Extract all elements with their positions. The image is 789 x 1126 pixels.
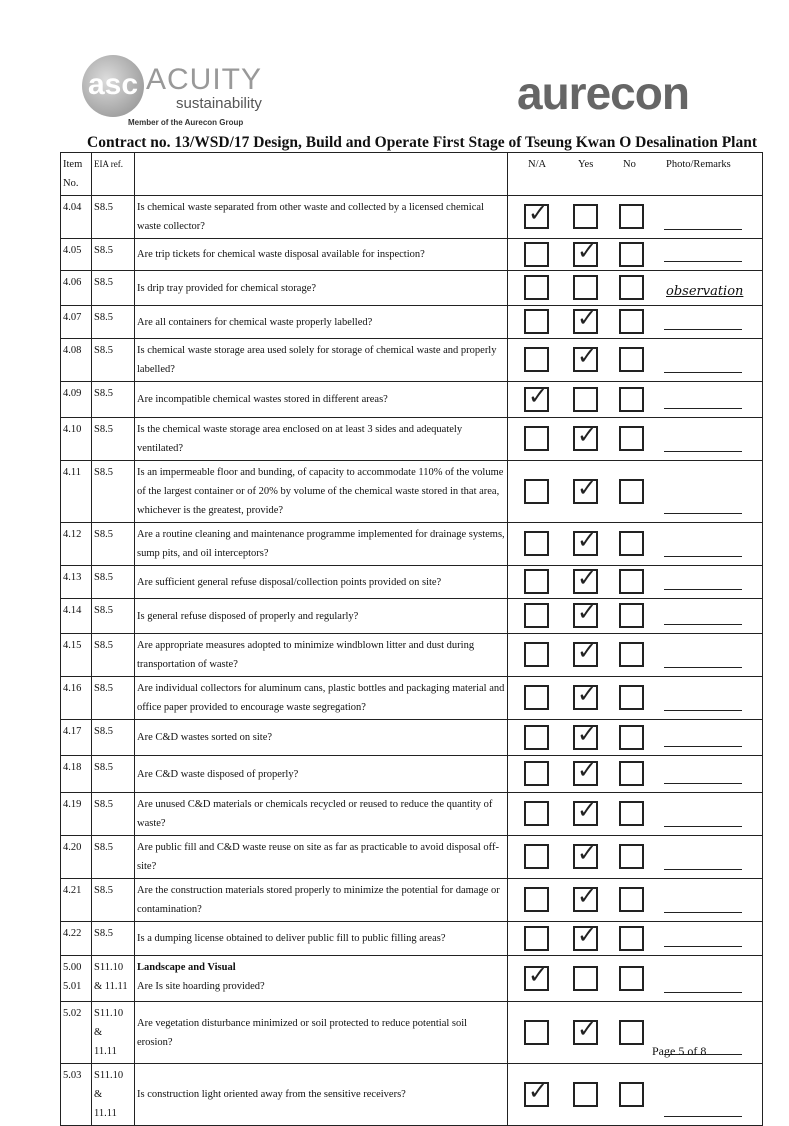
question-cell xyxy=(135,382,508,418)
checkmark-icon: ✓ xyxy=(577,342,598,370)
question-cell xyxy=(135,634,508,677)
item-number: 4.12 xyxy=(61,523,92,566)
table-row xyxy=(61,836,763,879)
item-number: 4.11 xyxy=(61,461,92,523)
item-number: 4.09 xyxy=(61,382,92,418)
question-cell xyxy=(135,339,508,382)
table-row xyxy=(61,239,763,271)
checkbox-no[interactable] xyxy=(619,685,644,710)
checkmark-icon: ✓ xyxy=(577,719,598,748)
checkmark-icon: ✓ xyxy=(577,637,598,665)
remarks-line[interactable] xyxy=(664,710,742,711)
question-text: Are Is site hoarding provided? xyxy=(137,981,265,992)
response-cell xyxy=(508,461,763,523)
remarks-line[interactable] xyxy=(664,826,742,827)
question-cell xyxy=(135,677,508,720)
eia-ref: S8.5 xyxy=(92,756,135,793)
header-eia-ref: EIA ref. xyxy=(92,153,135,196)
eia-ref: S8.5 xyxy=(92,418,135,461)
response-cell xyxy=(508,236,763,271)
table-row xyxy=(61,339,763,382)
eia-ref: S8.5 xyxy=(92,599,135,634)
checkmark-icon: ✓ xyxy=(577,680,598,708)
checkbox-na[interactable] xyxy=(524,381,549,412)
response-cell xyxy=(508,922,763,956)
question-cell xyxy=(135,566,508,599)
checkmark-icon: ✓ xyxy=(528,199,549,227)
checkbox-na[interactable] xyxy=(524,199,549,229)
header-yes: Yes xyxy=(578,159,594,170)
checkbox-na[interactable] xyxy=(524,887,549,912)
response-cell xyxy=(508,271,763,306)
eia-ref: S8.5 xyxy=(92,523,135,566)
question-cell xyxy=(135,1002,508,1064)
table-row xyxy=(61,566,763,599)
question-text: Are vegetation disturbance minimized or soil protected to reduce potential soil erosion? xyxy=(137,1017,468,1048)
table-row xyxy=(61,271,763,306)
remarks-line[interactable] xyxy=(664,667,742,668)
question-cell xyxy=(135,271,508,306)
question-text: Are incompatible chemical wastes stored in different areas? xyxy=(137,394,388,405)
question-cell xyxy=(135,720,508,756)
checkmark-icon: ✓ xyxy=(577,1014,598,1043)
remarks-text[interactable]: observation xyxy=(666,284,744,299)
item-number: 4.15 xyxy=(61,634,92,677)
checkbox-yes[interactable] xyxy=(573,1082,598,1107)
question-cell xyxy=(135,196,508,239)
checkbox-na[interactable] xyxy=(524,1076,549,1107)
checkmark-icon: ✓ xyxy=(577,756,598,784)
eia-ref: S8.5 xyxy=(92,339,135,382)
table-row xyxy=(61,306,763,339)
section-heading: Landscape and Visual xyxy=(137,962,236,973)
checkbox-na[interactable] xyxy=(524,1020,549,1045)
checkmark-icon: ✓ xyxy=(577,920,598,949)
checkbox-no[interactable] xyxy=(619,204,644,229)
eia-ref: S11.10 & 11.11 xyxy=(92,1064,135,1126)
checkbox-no[interactable] xyxy=(619,603,644,628)
question-text: Is an impermeable floor and bunding, of capacity to accommodate 110% of the volume of the largest container or of 20% by volume of the chemical waste stored in that area, whichever is the greatest, provide? xyxy=(137,467,504,516)
eia-ref: S8.5 xyxy=(92,382,135,418)
question-text: Are the construction materials stored properly to minimize the potential for damage or contamination? xyxy=(137,885,500,915)
checkbox-yes[interactable] xyxy=(573,882,598,912)
item-number: 5.02 xyxy=(61,1002,92,1064)
checkbox-no[interactable] xyxy=(619,725,644,750)
checkbox-no[interactable] xyxy=(619,309,644,334)
remarks-line[interactable] xyxy=(664,229,742,230)
checkmark-icon: ✓ xyxy=(577,564,598,592)
checkbox-yes[interactable] xyxy=(573,966,598,991)
checkbox-no[interactable] xyxy=(619,479,644,504)
eia-ref: S8.5 xyxy=(92,879,135,922)
item-number: 4.10 xyxy=(61,418,92,461)
table-row xyxy=(61,382,763,418)
eia-ref: S8.5 xyxy=(92,836,135,879)
question-cell xyxy=(135,599,508,634)
table-row xyxy=(61,523,763,566)
checkbox-no[interactable] xyxy=(619,1082,644,1107)
table-row xyxy=(61,879,763,922)
checkbox-na[interactable] xyxy=(524,960,549,991)
checkmark-icon: ✓ xyxy=(528,381,549,410)
question-text: Are unused C&D materials or chemicals recycled or reused to reduce the quantity of waste? xyxy=(137,799,493,829)
page-number: Page 5 of 8 xyxy=(652,1044,707,1058)
eia-ref: S11.10 & 11.11 xyxy=(92,1002,135,1064)
checkmark-icon: ✓ xyxy=(528,960,549,989)
remarks-line[interactable] xyxy=(664,624,742,625)
checkbox-na[interactable] xyxy=(524,275,549,300)
checkbox-yes[interactable] xyxy=(573,275,598,300)
header-remarks: Photo/Remarks xyxy=(666,159,731,170)
table-row xyxy=(61,418,763,461)
table-row xyxy=(61,461,763,523)
item-number: 4.20 xyxy=(61,836,92,879)
checkbox-no[interactable] xyxy=(619,347,644,372)
response-cell xyxy=(508,836,763,879)
remarks-line[interactable] xyxy=(664,589,742,590)
remarks-line[interactable] xyxy=(664,746,742,747)
eia-ref: S8.5 xyxy=(92,566,135,599)
remarks-line[interactable] xyxy=(664,992,742,993)
question-cell xyxy=(135,756,508,793)
checkbox-yes[interactable] xyxy=(573,756,598,786)
acuity-logo-name: ACUITY xyxy=(146,63,263,96)
table-header-row xyxy=(61,153,763,196)
response-cell xyxy=(508,523,763,566)
question-text: Are a routine cleaning and maintenance programme implemented for drainage systems, sump pits, and oil interceptors? xyxy=(137,529,505,559)
eia-ref: S8.5 xyxy=(92,634,135,677)
remarks-line[interactable] xyxy=(664,513,742,514)
question-text: Are public fill and C&D waste reuse on site as far as practicable to avoid disposal off-site? xyxy=(137,842,499,872)
response-cell xyxy=(508,756,763,793)
question-text: Are sufficient general refuse disposal/collection points provided on site? xyxy=(137,576,442,588)
checkbox-no[interactable] xyxy=(619,387,644,412)
checkbox-na[interactable] xyxy=(524,926,549,951)
checkbox-yes[interactable] xyxy=(573,719,598,750)
question-text: Are trip tickets for chemical waste disposal available for inspection? xyxy=(137,249,425,260)
checklist-table xyxy=(60,152,763,1126)
question-text: Are individual collectors for aluminum cans, plastic bottles and packaging material and office paper provided to encourage waste segregation? xyxy=(137,683,505,713)
checkbox-yes[interactable] xyxy=(573,796,598,826)
item-number: 4.19 xyxy=(61,793,92,836)
checkbox-na[interactable] xyxy=(524,642,549,667)
checkbox-no[interactable] xyxy=(619,966,644,991)
item-number: 4.13 xyxy=(61,566,92,599)
checkbox-yes[interactable] xyxy=(573,304,598,334)
checkbox-no[interactable] xyxy=(619,844,644,869)
remarks-line[interactable] xyxy=(664,556,742,557)
table-row xyxy=(61,922,763,956)
acuity-logo xyxy=(82,55,262,130)
eia-ref: S8.5 xyxy=(92,720,135,756)
checkbox-na[interactable] xyxy=(524,725,549,750)
checkbox-na[interactable] xyxy=(524,685,549,710)
question-text: Is chemical waste storage area used solely for storage of chemical waste and properly labelled? xyxy=(137,345,497,375)
question-text: Are appropriate measures adopted to minimize windblown litter and dust during transportation of waste? xyxy=(137,640,475,670)
table-row xyxy=(61,196,763,239)
item-number: 4.05 xyxy=(61,239,92,271)
checkbox-yes[interactable] xyxy=(573,680,598,710)
checkbox-yes[interactable] xyxy=(573,839,598,869)
checkmark-icon: ✓ xyxy=(577,839,598,867)
checkbox-no[interactable] xyxy=(619,275,644,300)
question-cell xyxy=(135,836,508,879)
response-cell xyxy=(508,879,763,922)
response-cell xyxy=(508,196,763,239)
table-row xyxy=(61,793,763,836)
checkbox-yes[interactable] xyxy=(573,473,598,504)
question-cell xyxy=(135,306,508,339)
remarks-line[interactable] xyxy=(664,372,742,373)
response-cell xyxy=(508,566,763,599)
eia-ref: S8.5 xyxy=(92,239,135,271)
checkbox-na[interactable] xyxy=(524,426,549,451)
question-cell xyxy=(135,523,508,566)
response-cell xyxy=(508,677,763,720)
acuity-logo-mark: asc xyxy=(82,55,144,117)
question-text: Is chemical waste separated from other waste and collected by a licensed chemical waste collector? xyxy=(137,202,484,232)
remarks-line[interactable] xyxy=(664,451,742,452)
question-text: Are all containers for chemical waste properly labelled? xyxy=(137,316,373,328)
item-number: 4.08 xyxy=(61,339,92,382)
remarks-line[interactable] xyxy=(664,912,742,913)
remarks-line[interactable] xyxy=(664,261,742,262)
checkbox-na[interactable] xyxy=(524,844,549,869)
eia-ref: S8.5 xyxy=(92,271,135,306)
item-number: 4.17 xyxy=(61,720,92,756)
checkmark-icon: ✓ xyxy=(577,882,598,910)
question-text: Is a dumping license obtained to deliver public fill to public filling areas? xyxy=(137,933,446,944)
response-cell xyxy=(508,956,763,1002)
checkmark-icon: ✓ xyxy=(577,236,598,265)
checkbox-yes[interactable] xyxy=(573,526,598,556)
checkmark-icon: ✓ xyxy=(577,796,598,824)
checkbox-na[interactable] xyxy=(524,309,549,334)
response-cell xyxy=(508,1064,763,1126)
remarks-line[interactable] xyxy=(664,783,742,784)
checkbox-yes[interactable] xyxy=(573,920,598,951)
response-cell xyxy=(508,599,763,634)
response-cell xyxy=(508,634,763,677)
item-number: 5.00 5.01 xyxy=(61,956,92,1002)
response-cell xyxy=(508,382,763,418)
checkbox-yes[interactable] xyxy=(573,1014,598,1045)
checkbox-yes[interactable] xyxy=(573,564,598,594)
question-cell xyxy=(135,793,508,836)
checkbox-no[interactable] xyxy=(619,761,644,786)
eia-ref: S8.5 xyxy=(92,793,135,836)
checkbox-no[interactable] xyxy=(619,242,644,267)
checkbox-no[interactable] xyxy=(619,426,644,451)
checkbox-na[interactable] xyxy=(524,242,549,267)
response-cell xyxy=(508,306,763,339)
remarks-line[interactable] xyxy=(664,408,742,409)
checkmark-icon: ✓ xyxy=(577,473,598,502)
checkbox-na[interactable] xyxy=(524,603,549,628)
item-number: 4.16 xyxy=(61,677,92,720)
checkbox-no[interactable] xyxy=(619,1020,644,1045)
checkbox-no[interactable] xyxy=(619,801,644,826)
eia-ref: S8.5 xyxy=(92,196,135,239)
document-title: Contract no. 13/WSD/17 Design, Build and Operate First Stage of Tseung Kwan O Desalination Plant xyxy=(87,134,758,151)
table-row xyxy=(61,956,763,1002)
question-cell xyxy=(135,461,508,523)
question-cell xyxy=(135,1064,508,1126)
checkbox-no[interactable] xyxy=(619,569,644,594)
checkbox-yes[interactable] xyxy=(573,598,598,628)
eia-ref: S8.5 xyxy=(92,922,135,956)
header-na: N/A xyxy=(528,159,547,170)
item-number: 5.03 xyxy=(61,1064,92,1126)
checkbox-na[interactable] xyxy=(524,569,549,594)
eia-ref: S8.5 xyxy=(92,461,135,523)
table-row xyxy=(61,599,763,634)
table-row xyxy=(61,756,763,793)
acuity-logo-sub: sustainability xyxy=(176,95,262,112)
checkbox-no[interactable] xyxy=(619,887,644,912)
question-cell xyxy=(135,879,508,922)
question-cell xyxy=(135,239,508,271)
checkbox-yes[interactable] xyxy=(573,204,598,229)
response-cell xyxy=(508,1002,763,1064)
item-number: 4.22 xyxy=(61,922,92,956)
checkmark-icon: ✓ xyxy=(577,304,598,332)
checkbox-yes[interactable] xyxy=(573,236,598,267)
acuity-member-text: Member of the Aurecon Group xyxy=(128,118,244,127)
table-row xyxy=(61,677,763,720)
response-cell xyxy=(508,339,763,382)
aurecon-logo: aurecon xyxy=(517,67,689,119)
checkbox-no[interactable] xyxy=(619,531,644,556)
item-number: 4.21 xyxy=(61,879,92,922)
checkbox-na[interactable] xyxy=(524,479,549,504)
remarks-line[interactable] xyxy=(664,946,742,947)
table-row xyxy=(61,1064,763,1126)
checkmark-icon: ✓ xyxy=(528,1076,549,1105)
question-text: Is drip tray provided for chemical storage? xyxy=(137,282,317,294)
checkbox-na[interactable] xyxy=(524,761,549,786)
checkbox-na[interactable] xyxy=(524,531,549,556)
item-number: 4.07 xyxy=(61,306,92,339)
checkbox-yes[interactable] xyxy=(573,342,598,372)
header-question xyxy=(135,153,508,196)
question-cell xyxy=(135,956,508,1002)
eia-ref: S8.5 xyxy=(92,677,135,720)
checkbox-na[interactable] xyxy=(524,347,549,372)
question-text: Is the chemical waste storage area enclosed on at least 3 sides and adequately ventilated? xyxy=(137,424,463,454)
eia-ref: S8.5 xyxy=(92,306,135,339)
remarks-line[interactable] xyxy=(664,329,742,330)
eia-ref: S11.10 & 11.11 xyxy=(92,956,135,1002)
question-text: Are C&D wastes sorted on site? xyxy=(137,732,273,743)
header-no: No xyxy=(623,159,636,170)
item-number: 4.18 xyxy=(61,756,92,793)
header-responses xyxy=(508,153,763,196)
response-cell xyxy=(508,418,763,461)
item-number: 4.06 xyxy=(61,271,92,306)
checkmark-icon: ✓ xyxy=(577,526,598,554)
table-row xyxy=(61,720,763,756)
question-text: Are C&D waste disposed of properly? xyxy=(137,768,299,780)
question-text: Is construction light oriented away from the sensitive receivers? xyxy=(137,1089,406,1100)
checkbox-yes[interactable] xyxy=(573,637,598,667)
item-number: 4.14 xyxy=(61,599,92,634)
question-cell xyxy=(135,922,508,956)
response-cell xyxy=(508,720,763,756)
checkmark-icon: ✓ xyxy=(577,598,598,626)
item-number: 4.04 xyxy=(61,196,92,239)
checkbox-yes[interactable] xyxy=(573,421,598,451)
checkmark-icon: ✓ xyxy=(577,421,598,449)
checkbox-no[interactable] xyxy=(619,642,644,667)
table-row xyxy=(61,634,763,677)
checkbox-na[interactable] xyxy=(524,801,549,826)
header-item-no: Item No. xyxy=(61,153,92,196)
checkbox-no[interactable] xyxy=(619,926,644,951)
remarks-line[interactable] xyxy=(664,869,742,870)
response-cell xyxy=(508,793,763,836)
question-text: Is general refuse disposed of properly and regularly? xyxy=(137,610,359,622)
question-cell xyxy=(135,418,508,461)
checkbox-yes[interactable] xyxy=(573,387,598,412)
